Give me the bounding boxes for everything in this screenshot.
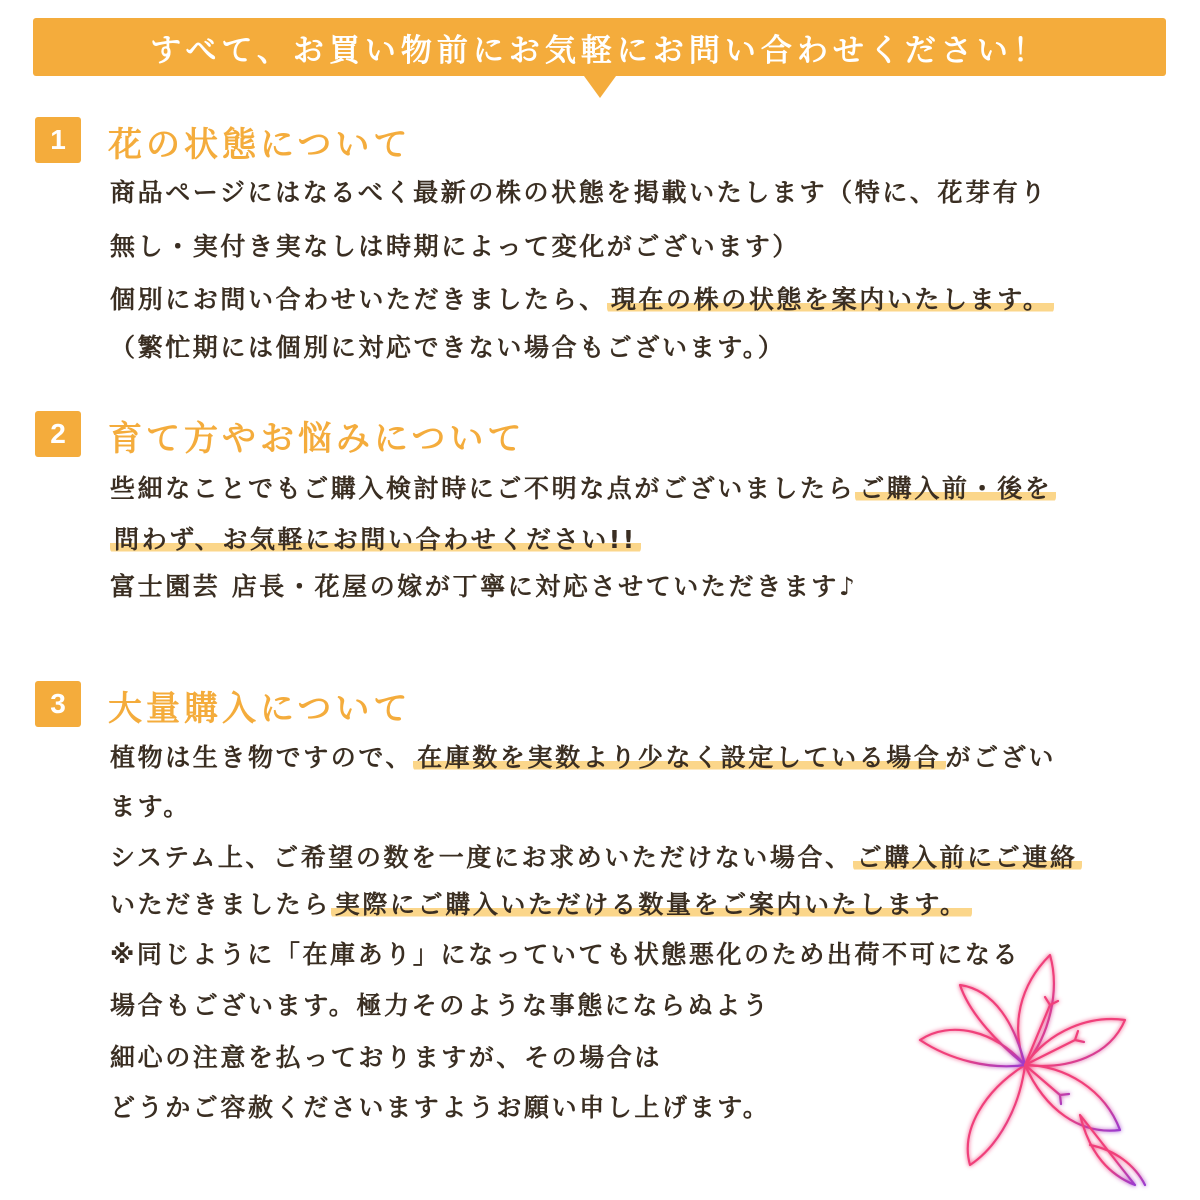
section-title: 育て方やお悩みについて xyxy=(108,419,526,459)
header-banner xyxy=(33,18,1166,76)
text-line: 無し・実付き実なしは時期によって変化がございます） xyxy=(110,232,801,261)
text-line: 些細なことでもご購入検討時にご不明な点がございましたら ご購入前・後を xyxy=(110,469,1056,505)
text-line: 細心の注意を払っておりますが、その場合は xyxy=(110,1043,663,1072)
section-title: 花の状態について xyxy=(108,125,412,165)
highlighted-text: 実際にご購入いただける数量をご案内いたします。 xyxy=(331,890,972,919)
text-line: 場合もございます。極力そのような事態にならぬよう xyxy=(110,991,771,1020)
banner-pointer xyxy=(584,76,616,98)
text-line xyxy=(110,520,641,556)
highlighted-text: ご購入前にご連絡 xyxy=(853,843,1082,872)
highlighted-text: 現在の株の状態を案内いたします。 xyxy=(607,285,1055,314)
section-number-badge: 3 xyxy=(35,681,81,727)
text-line: どうかご容赦くださいますようお願い申し上げます。 xyxy=(110,1093,771,1122)
highlighted-text: 在庫数を実数より少なく設定している場合 xyxy=(413,743,945,772)
section-number-badge: 2 xyxy=(35,411,81,457)
text-line: いただきましたら 実際にご購入いただける数量をご案内いたします。 xyxy=(110,885,972,921)
text-line: 商品ページにはなるべく最新の株の状態を掲載いたします（特に、花芽有り xyxy=(110,178,1048,207)
banner-text: すべて、お買い物前にお気軽にお問い合わせください！ xyxy=(150,32,1049,69)
section-number-badge: 1 xyxy=(35,117,81,163)
text-line: 植物は生き物ですので、 在庫数を実数より少なく設定している場合 がござい xyxy=(110,743,1056,772)
lily-flower-icon xyxy=(900,945,1150,1195)
highlighted-text: 問わず、お気軽にお問い合わせください!! xyxy=(110,525,641,554)
section-title: 大量購入について xyxy=(108,689,412,729)
highlighted-text: ご購入前・後を xyxy=(855,474,1056,503)
text-line: ※同じように「在庫あり」になっていても状態悪化のため出荷不可になる xyxy=(110,940,1021,969)
text-line: 個別にお問い合わせいただきましたら、 現在の株の状態を案内いたします。 xyxy=(110,280,1054,316)
text-line: （繁忙期には個別に対応できない場合もございます。） xyxy=(110,333,786,362)
text-line: 富士園芸 店長・花屋の嫁が丁寧に対応させていただきます♪ xyxy=(110,572,858,601)
text-line: システム上、ご希望の数を一度にお求めいただけない場合、 ご購入前にご連絡 xyxy=(110,838,1082,874)
text-line: ます。 xyxy=(110,792,191,821)
